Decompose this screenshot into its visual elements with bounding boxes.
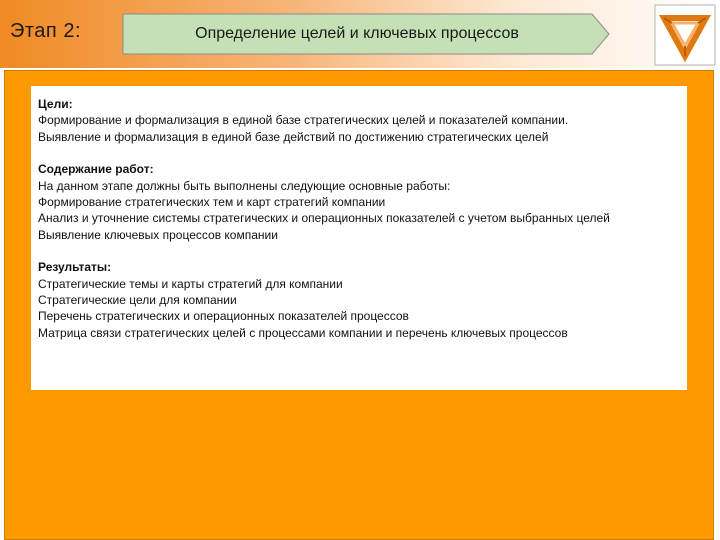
slide-title: Определение целей и ключевых процессов bbox=[195, 25, 519, 42]
title-arrow bbox=[122, 13, 610, 55]
section-line: На данном этапе должны быть выполнены следующие основные работы: bbox=[38, 178, 451, 193]
section-line: Выявление и формализация в единой базе действий по достижению стратегических целей bbox=[38, 129, 549, 144]
section-heading: Цели: bbox=[38, 97, 73, 111]
section-line: Анализ и уточнение системы стратегических и операционных показателей с учетом выбранных целей bbox=[38, 211, 610, 226]
section-line: Стратегические цели для компании bbox=[38, 293, 237, 308]
slide-header bbox=[0, 0, 720, 68]
stage-label: Этап 2: bbox=[10, 20, 81, 42]
section-line: Матрица связи стратегических целей с процессами компании и перечень ключевых процессов bbox=[38, 325, 568, 340]
content-text-box bbox=[31, 86, 687, 390]
section-work-content bbox=[38, 161, 679, 243]
section-line: Перечень стратегических и операционных показателей процессов bbox=[38, 309, 409, 324]
section-heading: Содержание работ: bbox=[38, 162, 154, 177]
section-results bbox=[38, 259, 679, 341]
section-line: Стратегические темы и карты стратегий для компании bbox=[38, 276, 343, 291]
section-goals bbox=[38, 96, 679, 145]
section-heading: Результаты: bbox=[38, 260, 112, 275]
section-line: Формирование стратегических тем и карт стратегий компании bbox=[38, 195, 386, 210]
section-line: Формирование и формализация в единой базе стратегических целей и показателей компании. bbox=[38, 113, 569, 128]
section-line: Выявление ключевых процессов компании bbox=[38, 227, 278, 242]
impossible-triangle-logo-icon bbox=[654, 4, 716, 66]
